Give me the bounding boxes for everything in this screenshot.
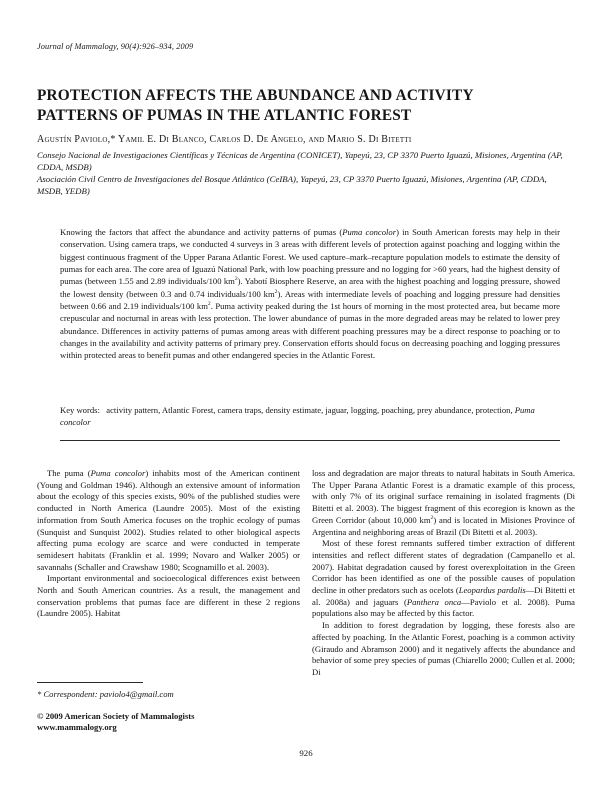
affiliation-2: Asociación Civil Centro de Investigaciones del Bosque Atlántico (CeIBA), Yapeyú, 23, CP 3370 Puerto Iguazú, Misiones, Argentina (AP, CDDA, MSDB, YEDB)	[37, 173, 547, 196]
abstract-text: Knowing the factors that affect the abundance and activity patterns of pumas (Puma concolor) in South American forests may help in their conservation. Using camera traps, we conducted 4 surveys in 3 areas with different levels of protection against poaching and logging within the biggest continuous fragment of the Upper Parana Atlantic Forest. We used capture–mark–recapture population models to estimate the density of pumas for each area. The core area of Iguazú National Park, with low poaching pressure and no logging for >60 years, had the highest density of pumas (between 1.55 and 2.89 individuals/100 $km^2$). Yabotí Biosphere Reserve, an area with the highest poaching and logging pressure, showed the lowest density (between 0.3 and 0.74 individuals/100 $km^2$). Areas with intermediate levels of poaching and logging pressure had densities between 0.66 and 2.19 individuals/100 $km^2$. Puma activity peaked during the 1st hours of morning in the most protected area, but became more crepuscular and nocturnal in areas with less protection. The lower abundance of pumas in the more degraded areas may be related to lower prey abundance. Differences in activity patterns of pumas among areas with different poaching pressures may be a direct response to poaching or to changes in the availability and activity patterns of primary prey. Conservation efforts should focus on decreasing poaching and logging pressures within protected areas to benefit pumas and other endangered species in the Atlantic Forest.	[60, 227, 561, 361]
abstract-divider-rule	[60, 440, 560, 441]
body-column-left	[37, 468, 300, 680]
authors-line: Agustín Paviolo,* Yamil E. Di Blanco, Carlos D. De Angelo, and Mario S. Di Bitetti	[37, 134, 412, 145]
body-paragraph: The puma (Puma concolor) inhabits most of the American continent (Young and Goldman 1946). Although an extensive amount of information about the ecology of this species exists, 90% of the published studies were conducted in North America (Laundre 2005). Most of the existing information from South America focuses on the trophic ecology of pumas (Sunquist and Sunquist 2002). Studies related to other biological aspects affecting puma ecology are scarce and were conducted in temperate semidesert habitats (Franklin et al. 1999; Novaro and Walker 2005) or savannahs (Schaller and Crawshaw 1980; Scognamillo et al. 2003).	[37, 468, 300, 572]
body-column-right	[312, 468, 575, 732]
footnote-block	[37, 682, 300, 734]
journal-citation-line: Journal of Mammalogy, 90(4):926–934, 2009	[37, 42, 194, 51]
page-number: 926	[299, 748, 313, 758]
article-title: PROTECTION AFFECTS THE ABUNDANCE AND ACTIVITY PATTERNS OF PUMAS IN THE ATLANTIC FOREST	[37, 87, 474, 125]
body-paragraph: Most of these forest remnants suffered timber extraction of different intensities and reflect different states of degradation (Campanello et al. 2007). Habitat degradation caused by forest overexploitation in the Green Corridor has been identified as one of the possible causes of population decline in other predators such as ocelots (Leopardus pardalis—Di Bitetti et al. 2008a) and jaguars (Panthera onca—Paviolo et al. 2008). Puma populations also may be affected by this factor.	[312, 538, 575, 619]
copyright-line: © 2009 American Society of Mammalogists	[37, 710, 195, 721]
keywords-line: Key words: activity pattern, Atlantic Forest, camera traps, density estimate, jaguar, logging, poaching, prey abundance, protection, Puma concolor	[60, 405, 535, 428]
body-paragraph: In addition to forest degradation by logging, these forests also are affected by poaching. In the Atlantic Forest, poaching is a common activity (Giraudo and Abramson 2000) and it negatively affects the abundance and behavior of some prey species of pumas (Chiarello 2000; Cullen et al. 2000; Di	[312, 620, 575, 677]
society-website: www.mammalogy.org	[37, 722, 117, 732]
affiliation-1: Consejo Nacional de Investigaciones Científicas y Técnicas de Argentina (CONICET), Yapeyú, 23, CP 3370 Puerto Iguazú, Misiones, Argentina (AP, CDDA, MSDB)	[37, 150, 563, 172]
body-paragraph: Important environmental and socioecological differences exist between North and South American countries. As a result, the management and conservation problems that pumas face are different in these 2 regions (Laundre 2005). Habitat	[37, 573, 300, 619]
body-paragraph: loss and degradation are major threats to natural habitats in South America. The Upper Parana Atlantic Forest is a dramatic example of this process, with only 7% of its original surface remaining in isolated fragments (Di Bitetti et al. 2003). The biggest fragment of this ecoregion is known as the Green Corridor (about 10,000 $km^2$) and is located in Misiones Province of Argentina and neighboring areas of Brazil (Di Bitetti et al. 2003).	[312, 468, 575, 537]
correspondent-line: * Correspondent: paviolo4@gmail.com	[37, 689, 174, 699]
affiliations-block	[37, 150, 569, 198]
footnote-rule	[37, 682, 143, 683]
